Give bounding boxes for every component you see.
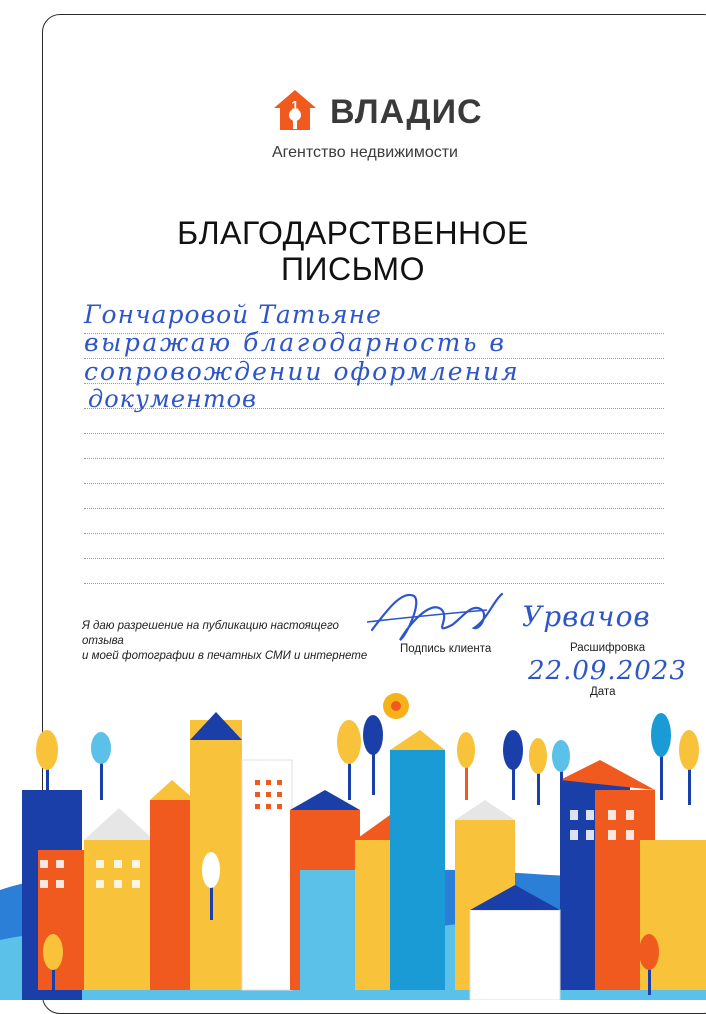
writing-line [84,533,664,534]
publication-consent [82,619,382,664]
handwritten-line3: сопровождении оформления [84,357,520,386]
writing-line [84,458,664,459]
logo-digit: 1 [291,98,299,113]
client-signature [362,580,512,650]
handwritten-line2: выражаю благодарность в [84,328,507,357]
name-decoding-caption: Расшифровка [570,642,646,654]
writing-line [84,508,664,509]
handwritten-line4: документов [88,385,257,413]
handwritten-line1: Гончаровой Татьяне [84,300,382,329]
brand-name: ВЛАДИС [330,93,483,131]
signature-caption: Подпись клиента [400,643,492,655]
consent-line1: Я даю разрешение на публикацию настоящего отзыва [82,620,339,647]
consent-line2: и моей фотографии в печатных СМИ и интернете [82,650,368,662]
date-caption: Дата [590,686,616,698]
name-decoding-handwritten: Урвачов [522,600,651,633]
writing-line [84,433,664,434]
house-key-logo-icon [272,88,318,132]
date-handwritten: 22.09.2023 [528,656,687,686]
brand-tagline: Агентство недвижимости [272,144,458,161]
city-illustration [0,690,706,1000]
writing-line [84,483,664,484]
letter-title-line2: ПИСЬМО [281,251,425,287]
letter-title-line1: БЛАГОДАРСТВЕННОЕ [177,215,529,251]
writing-line [84,558,664,559]
